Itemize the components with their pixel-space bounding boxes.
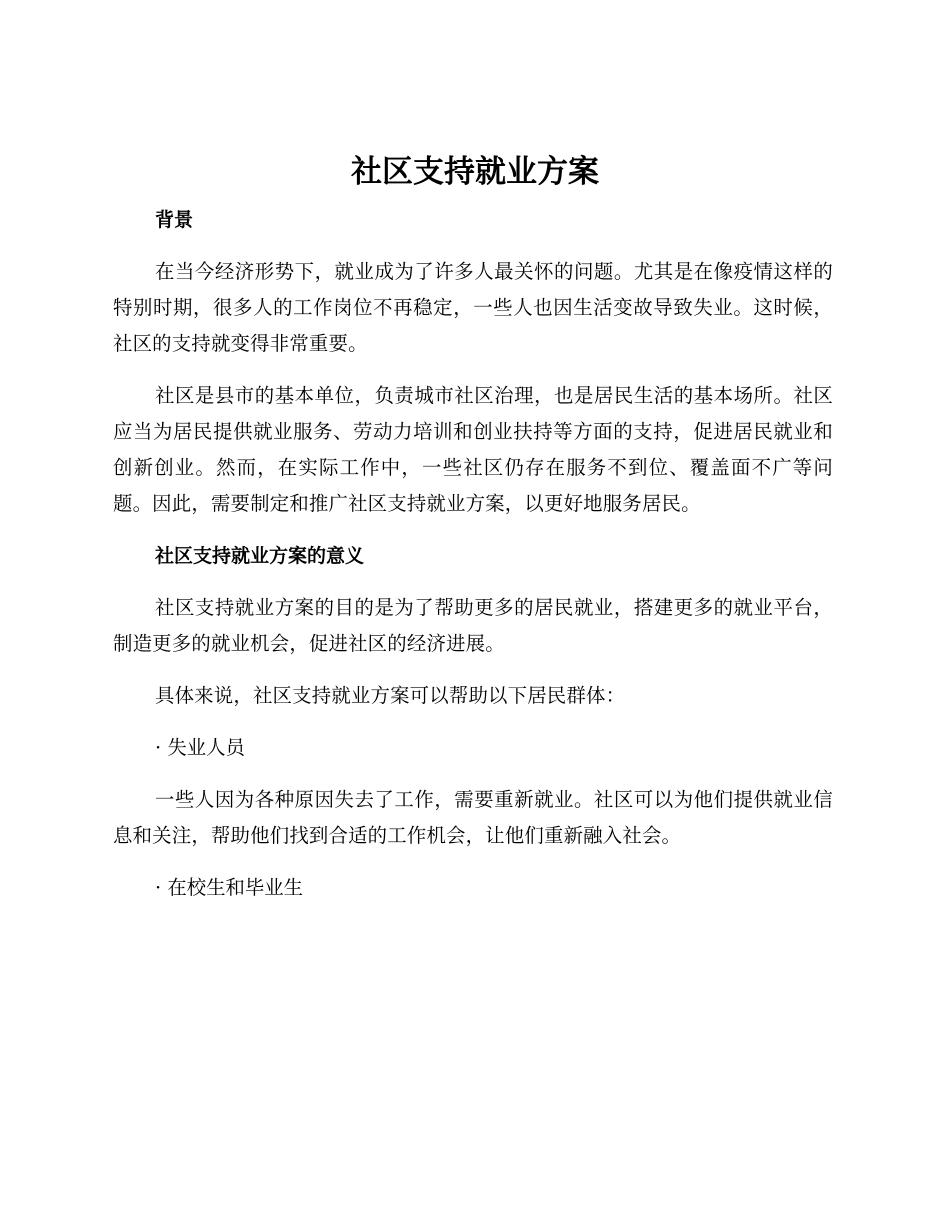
bullet-item-unemployed: · 失业人员	[155, 736, 245, 759]
paragraph: 在当今经济形势下，就业成为了许多人最关怀的问题。尤其是在像疫情这样的特别时期，很多人的工作岗位不再稳定，一些人也因生活变故导致失业。这时候，社区的支持就变得非常重要。	[113, 260, 833, 355]
paragraph: 社区支持就业方案的目的是为了帮助更多的居民就业，搭建更多的就业平台，制造更多的就业机会，促进社区的经济进展。	[113, 596, 833, 655]
section-heading-significance: 社区支持就业方案的意义	[155, 545, 365, 567]
bullet-item-students: · 在校生和毕业生	[155, 876, 304, 899]
paragraph: 社区是县市的基本单位，负责城市社区治理，也是居民生活的基本场所。社区应当为居民提供就业服务、劳动力培训和创业扶持等方面的支持，促进居民就业和创新创业。然而，在实际工作中，一些社区仍存在服务不到位、覆盖面不广等问题。因此，需要制定和推广社区支持就业方案，以更好地服务居民。	[113, 384, 833, 515]
document-title: 社区支持就业方案	[351, 154, 599, 190]
document-body	[113, 202, 833, 922]
paragraph: 一些人因为各种原因失去了工作，需要重新就业。社区可以为他们提供就业信息和关注，帮助他们找到合适的工作机会，让他们重新融入社会。	[113, 788, 833, 847]
paragraph: 具体来说，社区支持就业方案可以帮助以下居民群体：	[155, 684, 626, 707]
section-heading-background: 背景	[155, 209, 194, 231]
